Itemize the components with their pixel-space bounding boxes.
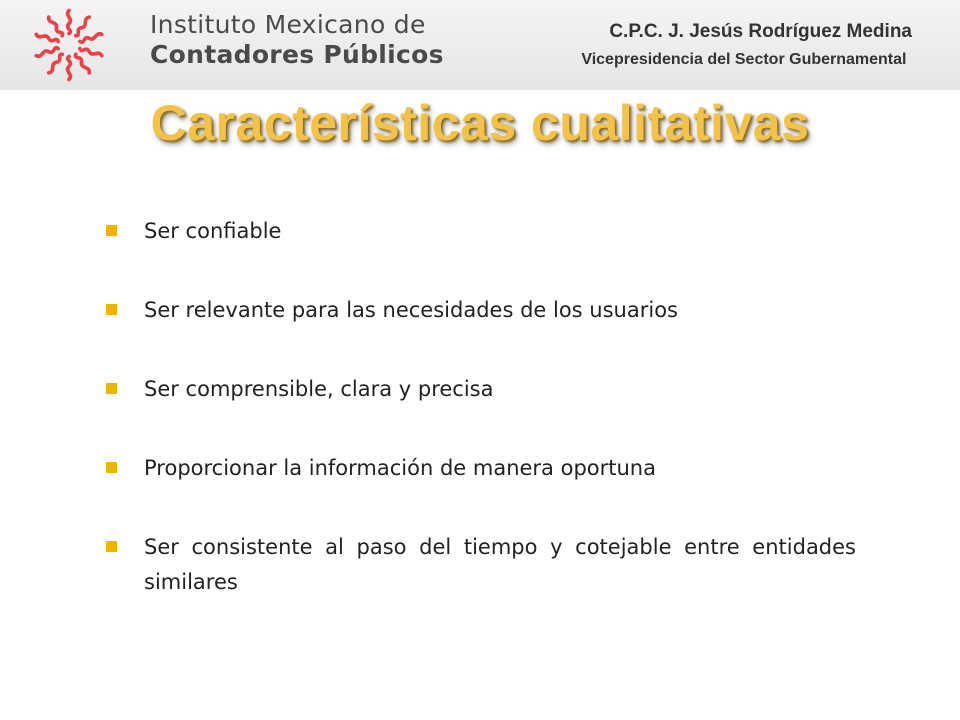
list-item-text: Ser confiable (144, 219, 282, 243)
ribbon-ring-logo-icon (28, 4, 110, 86)
organization-name-line1: Instituto Mexicano de (150, 10, 426, 39)
square-bullet-icon (106, 383, 117, 394)
speaker-name: C.P.C. J. Jesús Rodríguez Medina (609, 21, 912, 42)
bullet-list (104, 214, 856, 644)
list-item-text: Ser relevante para las necesidades de los usuarios (144, 298, 678, 322)
list-item (104, 530, 856, 600)
square-bullet-icon (106, 225, 117, 236)
list-item-text: Ser comprensible, clara y precisa (144, 377, 494, 401)
list-item-text: Ser consistente al paso del tiempo y cotejable entre entidades similares (144, 535, 856, 594)
organization-name-line2: Contadores Públicos (150, 40, 444, 69)
list-item (104, 214, 856, 249)
list-item (104, 372, 856, 407)
slide-title: Características cualitativas (150, 95, 810, 151)
list-item (104, 451, 856, 486)
square-bullet-icon (106, 541, 117, 552)
header-bar (0, 0, 960, 90)
list-item-text: Proporcionar la información de manera oportuna (144, 456, 656, 480)
organization-name (150, 10, 444, 70)
speaker-role: Vicepresidencia del Sector Gubernamental (581, 51, 907, 68)
speaker-info (581, 18, 912, 74)
square-bullet-icon (106, 304, 117, 315)
list-item (104, 293, 856, 328)
square-bullet-icon (106, 462, 117, 473)
